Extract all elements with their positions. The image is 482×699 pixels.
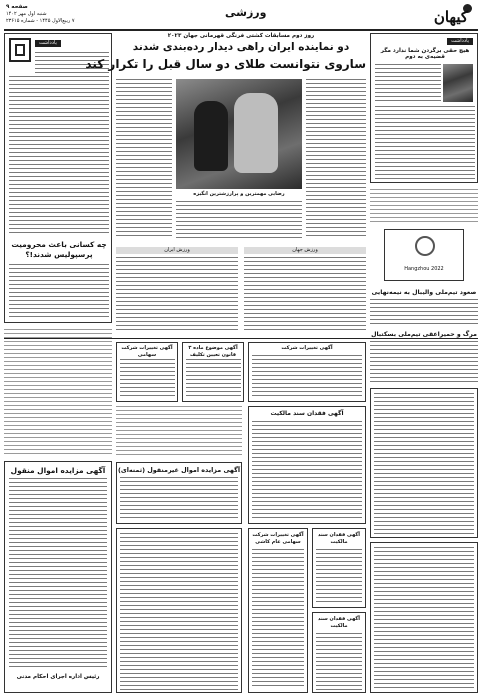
ad-block-4 — [116, 406, 242, 458]
wrestler-right-shape — [234, 93, 278, 173]
right-headline-2: صعود تیم‌ملی والیبال به نیمه‌نهایی — [371, 289, 477, 296]
ad-block-7 — [116, 528, 242, 693]
right-note-body-top — [375, 64, 441, 102]
ad-block-6: آگهی مزایده اموال غیرمنقول (ثمنه‌ای) — [116, 462, 242, 524]
ad-body — [9, 478, 107, 668]
ad-movable-auction — [4, 461, 112, 693]
ad-block-1: آگهی تغییرات شرکت سهامی — [116, 342, 178, 402]
note-body-bottom — [9, 264, 109, 320]
lead-headline-1: دو نماینده ایران راهی دیدار رده‌بندی شدند — [132, 41, 350, 53]
games-logo — [384, 229, 464, 281]
right-note-tag: یادداشت — [447, 38, 473, 45]
author-portrait — [443, 64, 473, 102]
right-note-box — [370, 33, 478, 183]
mid-body-right — [244, 257, 366, 333]
right-note-body — [375, 106, 475, 180]
ad-block-5: آگهی فقدان سند مالکیت — [248, 406, 366, 524]
note-headline: چه کسانی باعث محرومیت پرسپولیس شدند!؟ — [11, 240, 107, 259]
ad-block-3: آگهی تغییرات شرکت — [248, 342, 366, 402]
ad-block-10: آگهی فقدان سند مالکیت — [312, 612, 366, 693]
right-body — [370, 189, 478, 223]
mid-caption-bar-left: ورزش ایران — [116, 247, 238, 254]
mid-rule — [4, 338, 478, 339]
photo-caption: رضایی مهمترین و پرارزشترین انگیزه — [193, 191, 285, 197]
lead-body-right — [306, 79, 366, 239]
left-body — [4, 329, 112, 455]
lead-story — [85, 33, 366, 245]
logo-text: کیهان — [433, 8, 468, 26]
left-column — [4, 33, 112, 693]
masthead — [0, 0, 482, 30]
right-body-3 — [370, 341, 478, 383]
section-title: ورزشی — [225, 6, 267, 19]
mid-caption-bar-right: ورزش جهان — [244, 247, 366, 254]
mid-body-left — [116, 257, 238, 333]
note-box — [4, 33, 112, 323]
lead-headline-2: ساروی نتوانست طلای دو سال قبل را تکرار کند — [85, 57, 366, 71]
right-ad-2 — [370, 542, 478, 693]
right-headline-3: مرگ و حمیراعقی تیم‌ملی بسکتبال — [371, 331, 477, 338]
note-logo-icon — [9, 38, 31, 62]
wrestler-left-shape — [194, 101, 228, 171]
ad-title: آگهی مزایده اموال منقول — [10, 466, 106, 475]
ad-block-9: آگهی فقدان سند مالکیت — [312, 528, 366, 608]
lead-body-left — [116, 79, 172, 239]
games-logo-caption: Hangzhou 2022 — [404, 266, 444, 272]
right-body-2 — [370, 299, 478, 327]
masthead-rule — [4, 29, 478, 31]
ad-block-8: آگهی تغییرات شرکت سهامی عام کاشی — [248, 528, 308, 693]
date-line: شنبه اول مهر ۱۴۰۲ — [6, 11, 47, 17]
date-line-2: ۷ ربیع‌الاول ۱۴۴۵ - شماره ۲۳۶۱۵ — [6, 18, 75, 24]
right-ad-1 — [370, 388, 478, 538]
games-emblem-icon — [415, 236, 435, 256]
wrestling-photo — [176, 79, 302, 189]
note-tag: یادداشت — [35, 40, 61, 47]
logo — [430, 4, 472, 26]
ad-footer: رئیس اداره اجرای احکام مدنی — [16, 674, 100, 680]
page-label: صفحه ۹ — [6, 4, 28, 10]
lead-body-bottom — [176, 201, 302, 239]
right-note-headline: هیچ حقی برگردن شما ندارد مگر قضیه‌ی به دوم — [380, 48, 470, 60]
note-body — [9, 76, 109, 236]
lead-kicker: روز دوم مسابقات کشتی فرنگی قهرمانی جهان ۲۰۲۳ — [167, 33, 315, 39]
ad-block-2: آگهی موضوع ماده ۳ قانون تعیین تکلیف — [182, 342, 244, 402]
